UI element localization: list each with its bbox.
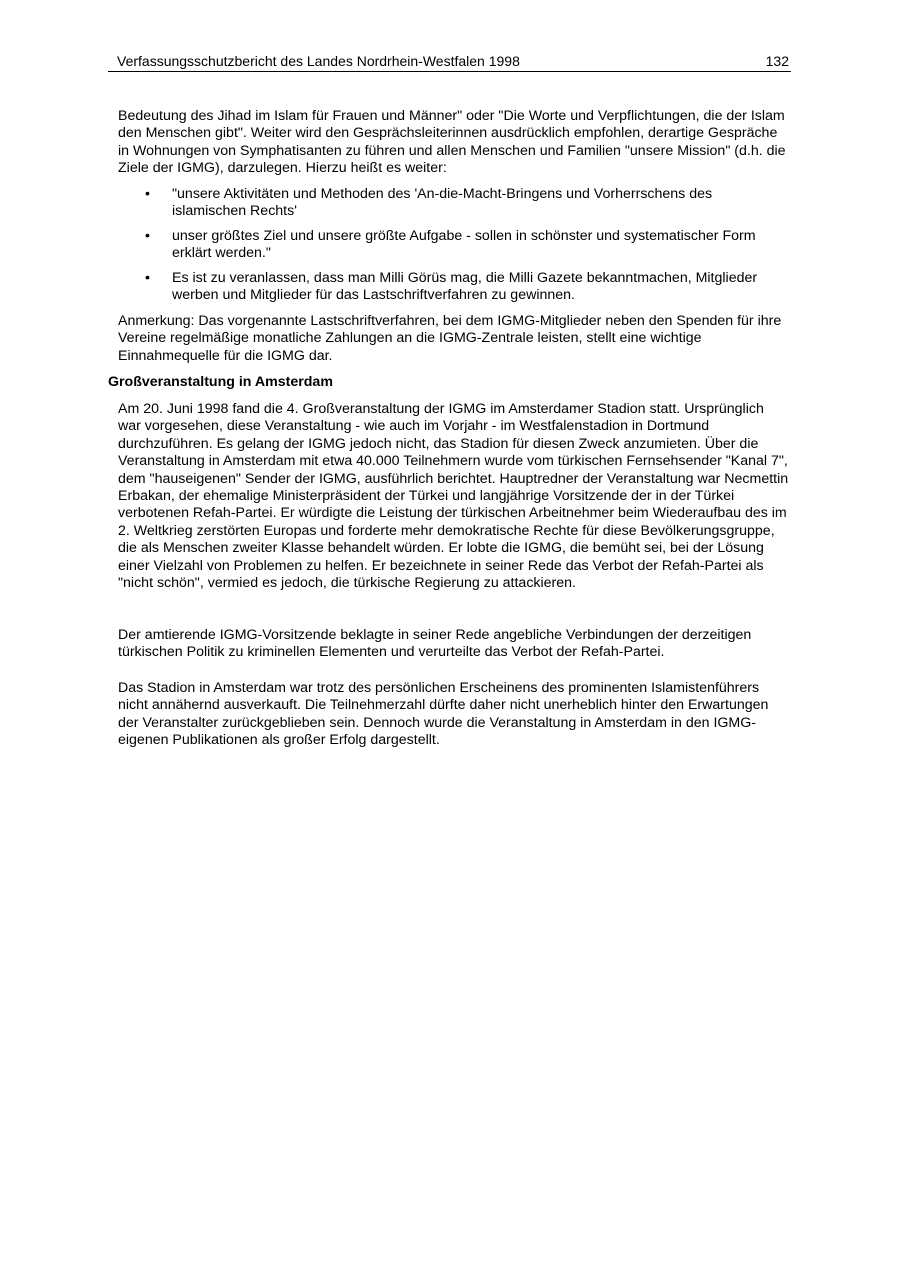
bullet-text: unser größtes Ziel und unsere größte Aufgabe - sollen in schönster und systematischer Form erklärt werden."	[172, 227, 756, 262]
bullet-item	[118, 228, 790, 263]
note-paragraph	[118, 313, 790, 365]
bullet-item	[118, 186, 790, 221]
bullet-item	[118, 270, 790, 305]
intro-paragraph	[118, 108, 790, 178]
bullet-icon: •	[145, 269, 150, 286]
bullet-text: "unsere Aktivitäten und Methoden des 'An-die-Macht-Bringens und Vorherrschens des islamischen Rechts'	[172, 186, 713, 220]
body-paragraph-text: Am 20. Juni 1998 fand die 4. Großveranstaltung der IGMG im Amsterdamer Stadion statt. Ursprünglich war vorgesehen, diese Veranstaltung - wie auch im Vorjahr - im Westfalenstadion in Dortmund durchzuführen. Es gelang der IGMG jedoch nicht, das Stadion für diesen Zweck anzumieten. Über die Veranstaltung in Amsterdam mit etwa 40.000 Teilnehmern wurde vom türkischen Fernsehsender "Kanal 7", dem "hauseigenen" Sender der IGMG, ausführlich berichtet. Hauptredner der Veranstaltung war Necmettin Erbakan, der ehemalige Ministerpräsident der Türkei und langjährige Vorsitzende der in der Türkei verbotenen Refah-Partei. Er würdigte die Leistung der türkischen Arbeitnehmer beim Wiederaufbau des im 2. Weltkrieg zerstörten Europas und forderte mehr demokratische Rechte für diese Bevölkerungsgruppe, die als Menschen zweiter Klasse behandelt würden. Er lobte die IGMG, die bemüht sei, bei der Lösung einer Vielzahl von Problemen zu helfen. Er bezeichnete in seiner Rede das Verbot der Refah-Partei als "nicht schön", vermied es jedoch, die türkische Regierung zu attackieren.	[118, 401, 789, 592]
page-number: 132	[765, 53, 789, 69]
header-title: Verfassungsschutzbericht des Landes Nordrhein-Westfalen 1998	[117, 53, 520, 69]
body-paragraph	[118, 680, 790, 750]
body-paragraph	[118, 627, 790, 662]
section-heading: Großveranstaltung in Amsterdam	[108, 374, 333, 390]
intro-paragraph-text: Bedeutung des Jihad im Islam für Frauen und Männer" oder "Die Worte und Verpflichtungen, die der Islam den Menschen gibt". Weiter wird den Gesprächsleiterinnen ausdrücklich empfohlen, derartige Gespräche in Wohnungen von Symphatisanten zu führen und allen Menschen und Familien "unsere Mission" (d.h. die Ziele der IGMG), darzulegen. Hierzu heißt es weiter:	[118, 108, 786, 177]
body-paragraph-text: Das Stadion in Amsterdam war trotz des persönlichen Erscheinens des prominenten Islamistenführers nicht annähernd ausverkauft. Die Teilnehmerzahl dürfte daher nicht unerheblich hinter den Erwartungen der Veranstalter zurückgeblieben sein. Dennoch wurde die Veranstaltung in Amsterdam in den IGMG-eigenen Publikationen als großer Erfolg dargestellt.	[118, 680, 769, 749]
note-paragraph-text: Anmerkung: Das vorgenannte Lastschriftverfahren, bei dem IGMG-Mitglieder neben den Spenden für ihre Vereine regelmäßige monatliche Zahlungen an die IGMG-Zentrale leisten, stellt eine wichtige Einnahmequelle für die IGMG dar.	[118, 313, 782, 364]
body-paragraph-text: Der amtierende IGMG-Vorsitzende beklagte in seiner Rede angebliche Verbindungen der derzeitigen türkischen Politik zu kriminellen Elementen und verurteilte das Verbot der Refah-Partei.	[118, 627, 752, 661]
bullet-text: Es ist zu veranlassen, dass man Milli Görüs mag, die Milli Gazete bekanntmachen, Mitglieder werben und Mitglieder für das Lastschriftverfahren zu gewinnen.	[172, 269, 758, 304]
bullet-icon: •	[145, 186, 150, 202]
body-paragraph	[118, 401, 790, 592]
bullet-icon: •	[145, 227, 150, 244]
bullet-list	[118, 186, 790, 311]
page-header	[108, 53, 791, 72]
